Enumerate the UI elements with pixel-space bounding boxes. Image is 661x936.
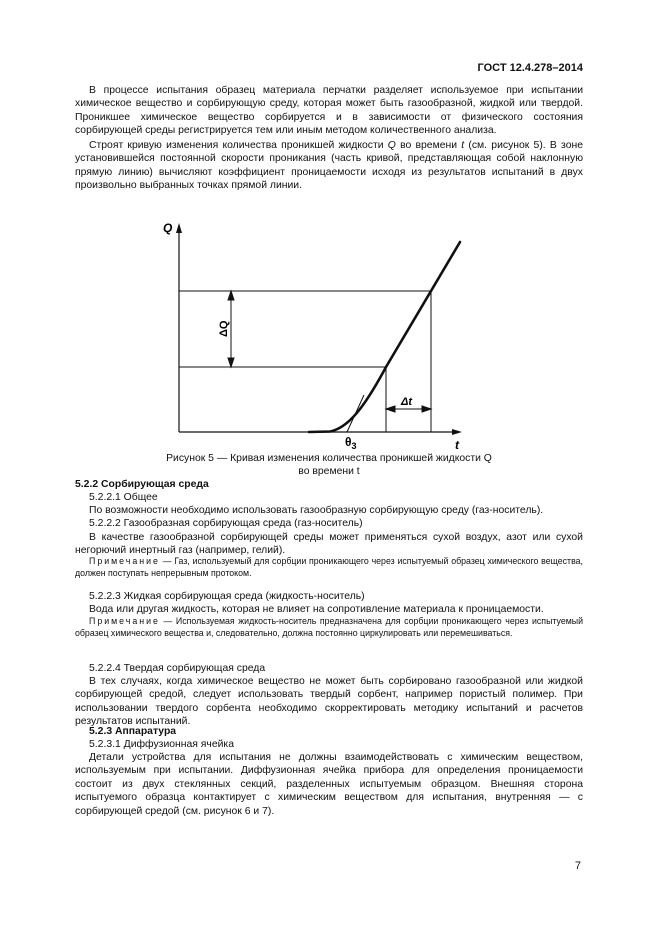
section-5-2-2-2-note: Примечание — Газ, используемый для сорбции проникающего через испытуемый образец химического вещества, должен поступать непрерывным протоком. (75, 556, 583, 578)
delta-q-label: ΔQ (218, 320, 230, 337)
section-5-2-2-4-text: В тех случаях, когда химическое вещество не может быть сорбировано газообразной или жидкой сорбирующей средой, следует использовать твердый сорбент, например пористый полимер. При использовании твердого сорбента необходимо скорректировать методику испытаний и расчетов результатов испытаний. (75, 676, 583, 728)
theta-label: $\theta_3$ (345, 435, 357, 451)
delta-t-label: Δt (401, 396, 413, 408)
section-5-2-2-3-text: Вода или другая жидкость, которая не влияет на сопротивление материала к проницаемости. (89, 604, 544, 615)
section-5-2-2-3-note: Примечание — Используемая жидкость-носитель предназначена для сорбции проникающего через испытуемый образец химического вещества и, следовательно, должна постоянно циркулировать или перемешиваться. (75, 616, 583, 638)
section-5-2-2-2-text: В качестве газообразной сорбирующей среды может применяться сухой воздух, азот или сухой негорючий инертный газ (например, гелий). (75, 532, 583, 557)
intro-paragraph-2: Строят кривую изменения количества проникшей жидкости Q во времени t (см. рисунок 5). В зоне установившейся постоянной скорости проникания (часть кривой, представляющая собой наклонную прямую линию) вычисляют коэффициент проницаемости исходя из результатов испытаний в двух произвольно выбранных точках прямой линии. (75, 140, 584, 192)
intro-paragraph-1: В процессе испытания образец материала перчатки разделяет используемое при испытании химическое вещество и сорбирующую среду, которая может быть газообразной, жидкой или твердой. Проникшее химическое вещество сорбируется и в зависимости от физического состояния сорбирующей среды регистрируется тем или иным методом количественного анализа. (75, 85, 583, 137)
permeation-curve (309, 242, 460, 432)
section-5-2-2-title: 5.2.2 Сорбирующая среда (75, 479, 209, 490)
x-axis-label: t (455, 438, 459, 452)
figure-caption: Рисунок 5 — Кривая изменения количества проникшей жидкости Q во времени t (166, 453, 492, 478)
page-number: 7 (574, 860, 581, 872)
section-5-2-3-1-title: 5.2.3.1 Диффузионная ячейка (89, 739, 234, 750)
section-5-2-2-4-title: 5.2.2.4 Твердая сорбирующая среда (89, 663, 266, 674)
x-axis-arrow-icon (452, 429, 462, 435)
section-5-2-2-3-title: 5.2.2.3 Жидкая сорбирующая среда (жидкость-носитель) (89, 591, 365, 602)
y-axis-label: Q (163, 221, 173, 235)
document-header: ГОСТ 12.4.278–2014 (477, 62, 583, 74)
section-5-2-2-1-title: 5.2.2.1 Общее (89, 492, 158, 503)
section-5-2-2-2-title: 5.2.2.2 Газообразная сорбирующая среда (газ-носитель) (89, 518, 363, 529)
section-5-2-2-1-text: По возможности необходимо использовать газообразную сорбирующую среду (газ-носитель). (89, 505, 544, 516)
section-5-2-3-title: 5.2.3 Аппаратура (89, 726, 177, 737)
y-axis-arrow-icon (176, 223, 182, 233)
section-5-2-3-1-text: Детали устройства для испытания не должны взаимодействовать с химическим веществом, используемым при испытании. Диффузионная ячейка прибора для определения проницаемости состоит из двух стеклянных секций, разделенных испытуемым образцом. Внешняя сторона испытуемого образца контактирует с химическим веществом для испытания, внутренняя — с сорбирующей средой (см. рисунок 6 и 7). (75, 752, 583, 817)
figure-5-graph (0, 0, 661, 460)
